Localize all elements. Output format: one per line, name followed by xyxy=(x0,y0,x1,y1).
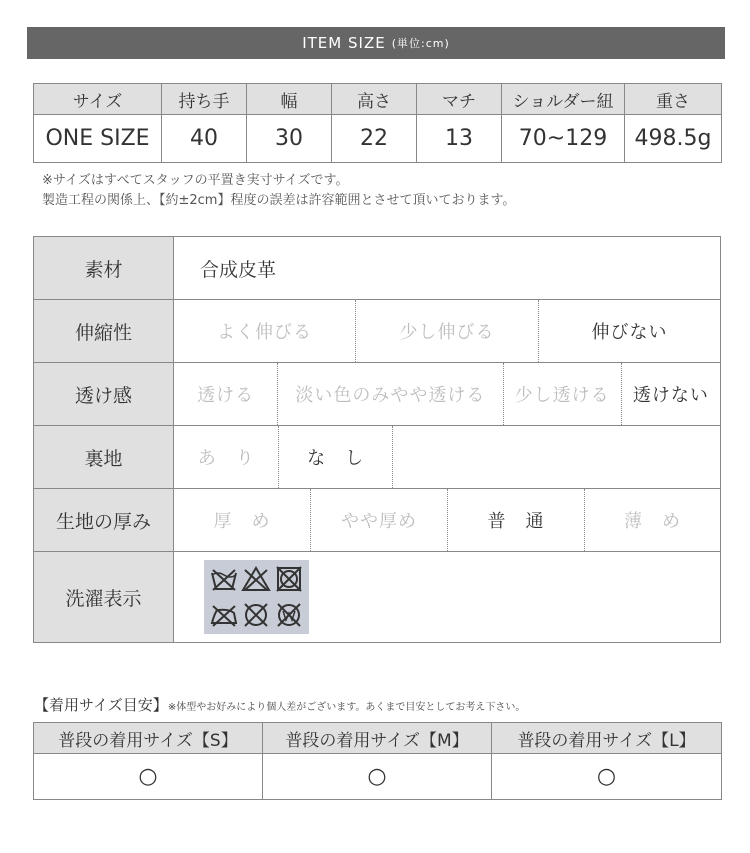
stretch-label: 伸縮性 xyxy=(34,300,174,363)
stretch-option-selected: 伸びない xyxy=(591,322,668,343)
size-header-cell: マチ xyxy=(417,84,502,115)
size-table xyxy=(33,83,722,163)
fit-header-row xyxy=(34,723,722,754)
stretch-row xyxy=(34,300,721,363)
fit-value-l: ○ xyxy=(492,754,722,800)
sheer-label: 透け感 xyxy=(34,363,174,426)
thickness-option: 薄 め xyxy=(624,511,681,532)
fit-table xyxy=(33,722,722,800)
item-size-header xyxy=(27,27,725,59)
sheer-option: 透ける xyxy=(174,363,278,425)
fit-header-s: 普段の着用サイズ【S】 xyxy=(34,723,263,754)
size-header-cell: ショルダー紐 xyxy=(502,84,625,115)
size-value-cell: 498.5g xyxy=(625,115,722,163)
size-note-1: ※サイズはすべてスタッフの平置き実寸サイズです。 xyxy=(42,173,349,188)
fit-section-title xyxy=(34,694,525,715)
sheer-option: 淡い色のみやや透ける xyxy=(278,363,503,425)
thickness-option: 厚 め xyxy=(174,489,311,551)
stretch-option: 少し伸びる xyxy=(356,300,539,362)
size-value-cell: 40 xyxy=(162,115,247,163)
size-value-cell: 70~129 xyxy=(502,115,625,163)
material-label: 素材 xyxy=(34,237,174,300)
sheer-content xyxy=(174,363,721,426)
size-header-cell: サイズ xyxy=(34,84,162,115)
material-content xyxy=(174,237,721,300)
fit-header-l: 普段の着用サイズ【L】 xyxy=(492,723,722,754)
lining-option: あ り xyxy=(174,426,279,488)
sheer-option: 少し透ける xyxy=(504,363,622,425)
no-tumble-dry-icon xyxy=(274,565,304,593)
washing-content xyxy=(174,552,721,643)
material-row xyxy=(34,237,721,300)
thickness-row xyxy=(34,489,721,552)
fit-header-m: 普段の着用サイズ【M】 xyxy=(263,723,492,754)
thickness-option-selected: 普 通 xyxy=(448,489,585,551)
washing-row xyxy=(34,552,721,643)
size-header-cell: 持ち手 xyxy=(162,84,247,115)
no-bleach-icon xyxy=(241,565,271,593)
sheer-option-selected: 透けない xyxy=(632,385,709,406)
stretch-option: よく伸びる xyxy=(174,300,356,362)
no-wash-icon xyxy=(209,565,239,593)
size-value-cell: ONE SIZE xyxy=(34,115,162,163)
lining-content xyxy=(174,426,721,489)
material-detail-table xyxy=(33,236,721,643)
size-header-cell: 高さ xyxy=(332,84,417,115)
size-table-header-row xyxy=(34,84,722,115)
fit-title: 【着用サイズ目安】 xyxy=(34,696,168,714)
fit-value-s: ○ xyxy=(34,754,263,800)
lining-label: 裏地 xyxy=(34,426,174,489)
size-value-cell: 13 xyxy=(417,115,502,163)
lining-row xyxy=(34,426,721,489)
lining-empty-cell xyxy=(393,426,720,488)
size-table-value-row xyxy=(34,115,722,163)
size-value-cell: 30 xyxy=(247,115,332,163)
size-header-cell: 幅 xyxy=(247,84,332,115)
stretch-content xyxy=(174,300,721,363)
material-value: 合成皮革 xyxy=(200,258,277,281)
sheer-row xyxy=(34,363,721,426)
header-unit: (単位:cm) xyxy=(391,37,450,50)
no-wet-clean-icon xyxy=(274,601,304,629)
thickness-label: 生地の厚み xyxy=(34,489,174,552)
washing-label: 洗濯表示 xyxy=(34,552,174,643)
thickness-content xyxy=(174,489,721,552)
size-note-2: 製造工程の関係上、【約±2cm】程度の誤差は許容範囲とさせて頂いております。 xyxy=(42,193,516,208)
fit-subtitle: ※体型やお好みにより個人差がございます。あくまで目安としてお考え下さい。 xyxy=(167,702,526,713)
thickness-option: やや厚め xyxy=(311,489,448,551)
care-symbols xyxy=(204,560,309,634)
header-title: ITEM SIZE xyxy=(302,34,386,52)
size-value-cell: 22 xyxy=(332,115,417,163)
size-header-cell: 重さ xyxy=(625,84,722,115)
fit-value-row xyxy=(34,754,722,800)
no-iron-icon xyxy=(209,601,239,629)
lining-option-selected: な し xyxy=(279,426,392,488)
no-dry-clean-icon xyxy=(241,601,271,629)
fit-value-m: ○ xyxy=(263,754,492,800)
